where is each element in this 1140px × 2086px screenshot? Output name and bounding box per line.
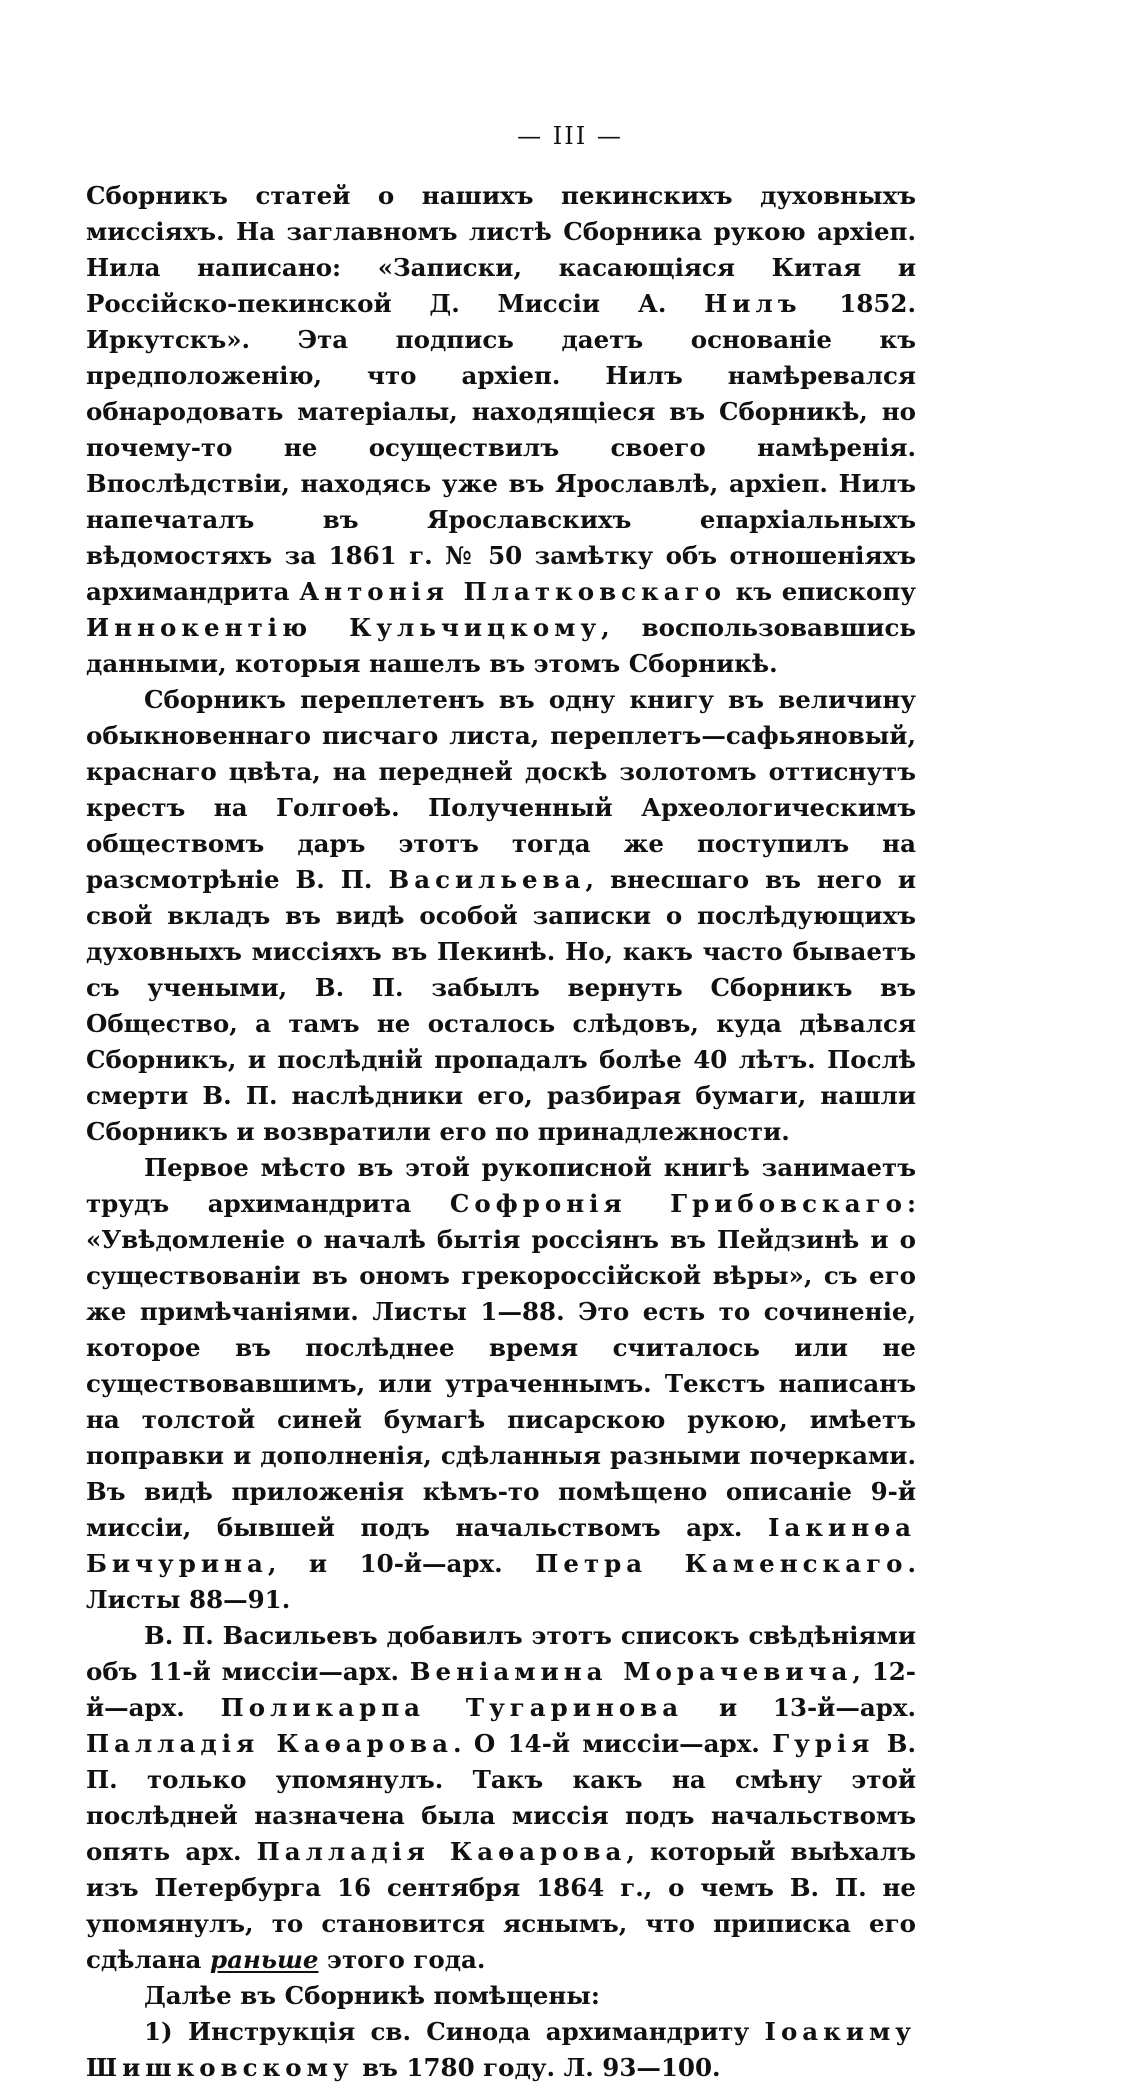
text-segment: , который выѣхалъ изъ Петербурга 16 сентября 1864 г., о чемъ В. П. не упомянулъ, то становится яснымъ, что приписка его сдѣлана: [86, 1837, 916, 1974]
text-segment: Сборникъ переплетенъ въ одну книгу въ величину обыкновеннаго писчаго листа, переплетъ—сафьяновый, краснаго цвѣта, на передней доскѣ золотомъ оттиснутъ крестъ на Голгоѳѣ. Полученный Археологическимъ обществомъ даръ этотъ тогда же поступилъ на разсмотрѣніе В. П.: [86, 685, 916, 894]
text-segment: : «Увѣдомленіе о началѣ бытія россіянъ въ Пейдзинѣ и о существованіи въ ономъ грекороссійской вѣры», съ его же примѣчаніями. Листы 1—88. Это есть то сочиненіе, которое въ послѣднее время считалось или не существовавшимъ, или утраченнымъ. Текстъ написанъ на толстой синей бумагѣ писарскою рукою, имѣетъ поправки и дополненія, сдѣланныя разными почерками. Въ видѣ приложенія кѣмъ-то помѣщено описаніе 9-й миссіи, бывшей подъ начальствомъ арх.: [86, 1189, 916, 1542]
paragraph-1: [86, 178, 916, 682]
paragraph-6: [86, 2014, 916, 2086]
text-segment: Сборникъ статей о нашихъ пекинскихъ духовныхъ миссіяхъ. На заглавномъ листѣ Сборника рукою архіеп. Нила написано: «Записки, касающіяся Китая и Россійско-пекинской Д. Миссіи А.: [86, 181, 916, 318]
text-segment: этого года.: [318, 1945, 486, 1974]
text-segment: . О 14-й миссіи—арх.: [452, 1729, 773, 1758]
spaced-name: Веніамина Морачевича: [409, 1657, 853, 1686]
text-segment: В. П. только упомянулъ. Такъ какъ на смѣну этой послѣдней назначена была миссія подъ начальствомъ опять арх.: [86, 1729, 916, 1866]
text-segment: , внесшаго въ него и свой вкладъ въ видѣ особой записки о послѣдующихъ духовныхъ миссіяхъ въ Пекинѣ. Но, какъ часто бываетъ съ учеными, В. П. забылъ вернуть Сборникъ въ Общество, а тамъ не осталось слѣдовъ, куда дѣвался Сборникъ, и послѣдній пропадалъ болѣе 40 лѣтъ. Послѣ смерти В. П. наслѣдники его, разбирая бумаги, нашли Сборникъ и возвратили его по принадлежности.: [86, 865, 916, 1146]
page-number: — III —: [517, 122, 623, 150]
emphasized-word: раньше: [209, 1945, 319, 1974]
spaced-name: Іоакиму Шишковскому: [86, 2017, 916, 2082]
spaced-name: Софронія Грибовскаго: [449, 1189, 907, 1218]
text-segment: В. П. Васильевъ добавилъ этотъ списокъ свѣдѣніями объ 11-й миссіи—арх.: [86, 1621, 916, 1686]
text-segment: и 13-й—арх.: [683, 1693, 916, 1722]
paragraph-2: [86, 682, 916, 1150]
text-segment: Первое мѣсто въ этой рукописной книгѣ занимаетъ трудъ архимандрита: [86, 1153, 916, 1218]
spaced-name: Нилъ: [704, 289, 802, 318]
text-segment: , 12-й—арх.: [86, 1657, 916, 1722]
spaced-name: Гурія: [772, 1729, 875, 1758]
spaced-name: Поликарпа Тугаринова: [220, 1693, 684, 1722]
spaced-name: Васильева: [388, 865, 586, 894]
paragraph-5: [86, 1978, 916, 2014]
text-segment: , и 10-й—арх.: [267, 1549, 536, 1578]
text-segment: 1) Инструкція св. Синода архимандриту: [144, 2017, 765, 2046]
spaced-name: Іакинѳа Бичурина: [86, 1513, 916, 1578]
spaced-name: Антонія Платковскаго: [299, 577, 726, 606]
spaced-name: Палладія Каѳарова: [86, 1729, 453, 1758]
text-segment: Далѣе въ Сборникѣ помѣщены:: [144, 1981, 600, 2010]
text-segment: въ 1780 году. Л. 93—100.: [353, 2053, 721, 2082]
body-text: [86, 178, 916, 2086]
spaced-name: Иннокентію Кульчицкому: [86, 613, 602, 642]
paragraph-3: [86, 1150, 916, 1618]
spaced-name: Палладія Каѳарова: [256, 1837, 627, 1866]
text-segment: 1852. Иркутскъ». Эта подпись даетъ основаніе къ предположенію, что архіеп. Нилъ намѣревался обнародовать матеріалы, находящіеся въ Сборникѣ, но почему-то не осуществилъ своего намѣренія. Впослѣдствіи, находясь уже въ Ярославлѣ, архіеп. Нилъ напечаталъ въ Ярославскихъ епархіальныхъ вѣдомостяхъ за 1861 г. № 50 замѣтку объ отношеніяхъ архимандрита: [86, 289, 917, 606]
text-segment: къ епископу: [725, 577, 916, 606]
paragraph-4: [86, 1618, 916, 1978]
text-segment: . Листы 88—91.: [86, 1549, 916, 1614]
spaced-name: Петра Каменскаго: [535, 1549, 908, 1578]
text-segment: , воспользовавшись данными, которыя нашелъ въ этомъ Сборникѣ.: [86, 613, 916, 678]
